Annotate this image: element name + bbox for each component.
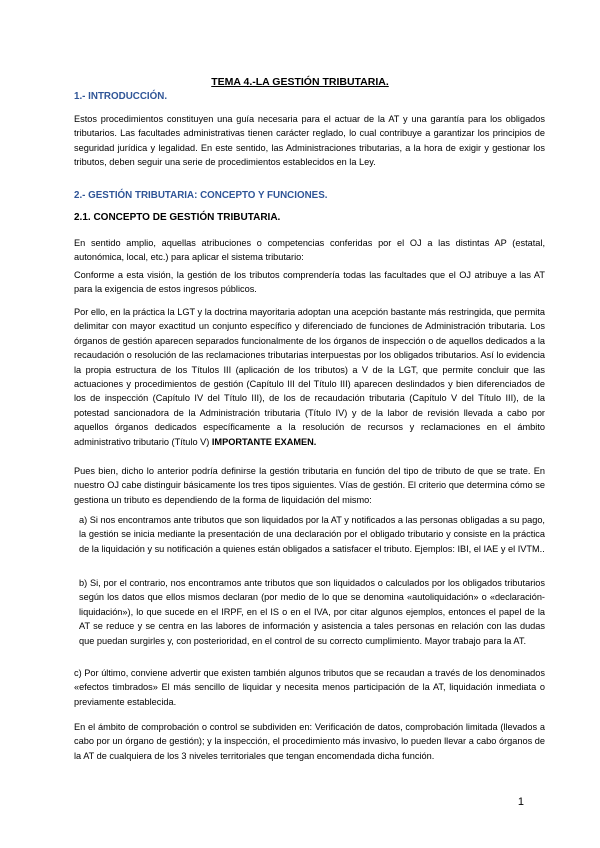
paragraph-por-ello-text: Por ello, en la práctica la LGT y la doctrina mayoritaria adoptan una acepción bastante más restringida, que permita delimitar con mayor exactitud un conjunto específico y diferenciado de funciones de Administración tributaria. Los órganos de gestión aparecen separados funcionalmente de los órganos de inspección o de aquellos dedicados a la recaudación o resolución de las reclamaciones tributarias interpuestas por los obligados tributarios. Así lo evidencia la propia estructura de los Títulos III (aplicación de los tributos) a V de la LGT, que permite concluir que las actuaciones y procedimientos de gestión (Capítulo III del Título III) aparecen deslindados y bien diferenciados de los de inspección (Capítulo IV del Título III), de los de recaudación tributaria (Capítulo V del Título III), de la potestad sancionadora de la Administración tributaria (Título IV) y de la labor de revisión llevada a cabo por aquellos órganos dedicados específicamente a la resolución de recursos y reclamaciones en el ámbito administrativo tributario (Título V) bbox=[74, 307, 545, 447]
paragraph-comprobacion: En el ámbito de comprobación o control se subdividen en: Verificación de datos, comprobación limitada (llevados a cabo por un órgano de gestión); y la inspección, el procedimiento más invasivo, lo pueden llevar a cabo órganos de la AT de cualquiera de los 3 niveles territoriales que tengan encomendada dicha función. bbox=[74, 722, 545, 761]
paragraph-introduccion: Estos procedimientos constituyen una guía necesaria para el actuar de la AT y una garantía para los obligados tributarios. Las facultades administrativas tienen carácter reglado, lo cual contribuye a garantizar los principios de seguridad jurídica y legalidad. En este sentido, las Administraciones tributarias, a la hora de exigir y gestionar los tributos, deben seguir una serie de procedimientos establecidos en la Ley. bbox=[74, 114, 545, 168]
paragraph-conforme: Conforme a esta visión, la gestión de los tributos comprendería todas las facultades que el OJ atribuye a las AT para la exigencia de estos ingresos públicos. bbox=[74, 270, 545, 295]
list-item-b: b) Si, por el contrario, nos encontramos ante tributos que son liquidados o calculados por los obligados tributarios según los datos que ellos mismos declaran (por medio de lo que se denomina «autoliquidación» o «declaración-liquidación»), lo que sucede en el IRPF, en el IS o en el IVA, por citar algunos ejemplos, entonces el papel de la AT se reduce y se centra en las labores de información y asistencia a tales personas en relación con las dudas que puedan surgirles y, con posterioridad, en el control de su correcto cumplimiento. Mayor trabajo para la AT. bbox=[79, 578, 545, 646]
page-number: 1 bbox=[517, 796, 524, 808]
paragraph-por-ello bbox=[74, 305, 545, 449]
list-item-a: a) Si nos encontramos ante tributos que son liquidados por la AT y notificados a las personas obligadas a su pago, la gestión se inicia mediante la presentación de una declaración por el obligado tributario y consiste en la práctica de la liquidación y su notificación a quienes están obligados a satisfacer el tributo. Ejemplos: IBI, el IAE y el IVTM.. bbox=[79, 515, 545, 554]
important-exam-note: IMPORTANTE EXAMEN. bbox=[211, 436, 317, 447]
paragraph-pues-bien: Pues bien, dicho lo anterior podría definirse la gestión tributaria en función del tipo de tributo de que se trate. En nuestro OJ cabe distinguir básicamente los tres tipos siguientes. Vías de gestión. El criterio que determina cómo se gestiona un tributo es dependiendo de la forma de liquidación del mismo: bbox=[74, 466, 545, 505]
heading-concepto-gestion: 2.1. CONCEPTO DE GESTIÓN TRIBUTARIA. bbox=[74, 212, 281, 223]
list-item-c: c) Por último, conviene advertir que existen también algunos tributos que se recaudan a través de los denominados «efectos timbrados» El más sencillo de liquidar y necesita menos participación de la AT, liquidación inmediata o previamente establecida. bbox=[74, 668, 545, 707]
document-title: TEMA 4.-LA GESTIÓN TRIBUTARIA. bbox=[211, 76, 389, 88]
heading-introduccion: 1.- INTRODUCCIÓN. bbox=[74, 91, 168, 102]
heading-gestion-tributaria: 2.- GESTIÓN TRIBUTARIA: CONCEPTO Y FUNCIONES. bbox=[74, 190, 328, 201]
paragraph-sentido-amplio: En sentido amplio, aquellas atribuciones o competencias conferidas por el OJ a las distintas AP (estatal, autonómica, local, etc.) para aplicar el sistema tributario: bbox=[74, 238, 545, 263]
